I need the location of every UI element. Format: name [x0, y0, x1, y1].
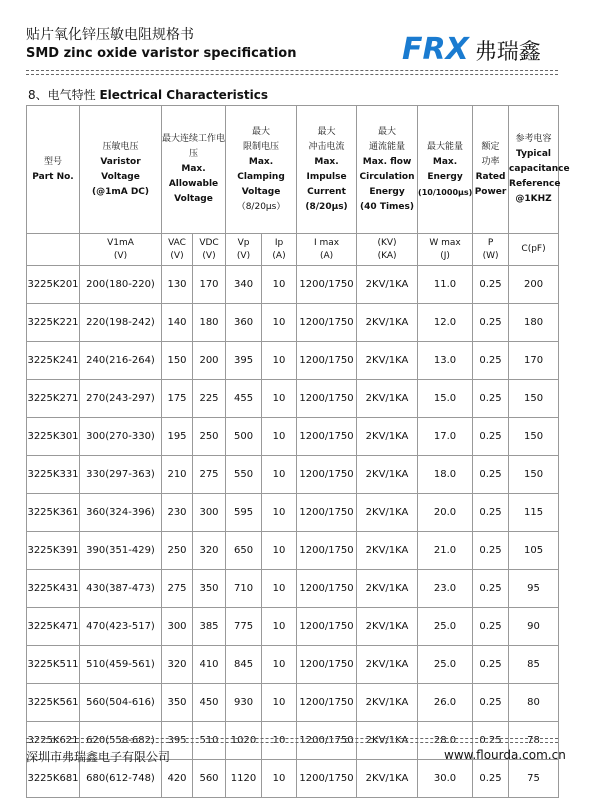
table-cell: 1200/1750 — [297, 418, 357, 456]
table-cell: 275 — [193, 456, 226, 494]
unit-text: I max — [313, 237, 340, 248]
table-cell: 3225K241 — [27, 342, 80, 380]
table-cell: 0.25 — [473, 418, 509, 456]
col-typical-capacitance — [509, 106, 570, 234]
table-cell: 390(351-429) — [80, 532, 162, 570]
table-cell: 560(504-616) — [80, 684, 162, 722]
table-cell: 350 — [193, 570, 226, 608]
unit-cell — [162, 234, 193, 266]
table-row — [27, 494, 559, 532]
table-cell: 2KV/1KA — [357, 304, 418, 342]
unit-text: (KV) — [377, 237, 397, 248]
table-cell: 450 — [193, 684, 226, 722]
table-cell: 1200/1750 — [297, 456, 357, 494]
hdr-text: Max. — [181, 164, 206, 174]
table-cell: 385 — [193, 608, 226, 646]
table-cell: 1200/1750 — [297, 380, 357, 418]
header-row — [27, 106, 559, 234]
section-heading — [28, 86, 268, 103]
table-body — [27, 266, 559, 798]
doc-title-cn: 贴片氧化锌压敏电阻规格书 — [26, 27, 194, 43]
table-row — [27, 570, 559, 608]
table-cell: 18.0 — [418, 456, 473, 494]
website: www.flourda.com.cn — [444, 748, 566, 762]
unit-text: (W) — [482, 250, 499, 261]
unit-text: W max — [429, 237, 461, 248]
table-cell: 340 — [226, 266, 262, 304]
table-row — [27, 380, 559, 418]
unit-row — [27, 234, 559, 266]
hdr-text: @1KHZ — [515, 194, 552, 204]
table-cell: 0.25 — [473, 532, 509, 570]
table-cell: 12.0 — [418, 304, 473, 342]
table-cell: 1200/1750 — [297, 532, 357, 570]
table-cell: 2KV/1KA — [357, 646, 418, 684]
hdr-text: (10/1000μs) — [418, 187, 473, 197]
table-cell: 10 — [262, 342, 297, 380]
footer-divider — [26, 738, 558, 743]
col-max-impulse-current — [297, 106, 357, 234]
table-cell: 350 — [162, 684, 193, 722]
table-cell: 180 — [509, 304, 559, 342]
hdr-text: 通流能量 — [369, 141, 406, 152]
table-cell: 175 — [162, 380, 193, 418]
col-max-clamping-voltage — [226, 106, 297, 234]
electrical-characteristics-table — [26, 105, 570, 798]
hdr-text: 型号 — [43, 156, 62, 167]
table-cell: 595 — [226, 494, 262, 532]
hdr-text: capacitance — [509, 164, 570, 174]
table-cell: 1200/1750 — [297, 266, 357, 304]
unit-text: VDC — [199, 237, 219, 248]
hdr-text: Part No. — [32, 171, 74, 182]
table-cell: 1200/1750 — [297, 608, 357, 646]
hdr-text: 最大 — [252, 126, 271, 137]
table-row — [27, 266, 559, 304]
table-cell: 0.25 — [473, 456, 509, 494]
hdr-text: Power — [474, 186, 507, 197]
table-row — [27, 304, 559, 342]
table-cell: 275 — [162, 570, 193, 608]
table-cell: 0.25 — [473, 608, 509, 646]
table-cell: 80 — [509, 684, 559, 722]
table-cell: 3225K621 — [27, 722, 80, 760]
hdr-text: Max. — [248, 156, 274, 167]
hdr-text: Voltage — [174, 194, 213, 204]
table-cell: 105 — [509, 532, 559, 570]
section-title: Electrical Characteristics — [99, 88, 269, 102]
unit-cell — [297, 234, 357, 266]
table-cell: 210 — [162, 456, 193, 494]
unit-cell — [262, 234, 297, 266]
table-cell: 3225K301 — [27, 418, 80, 456]
unit-text: C(pF) — [521, 244, 546, 254]
unit-text: (V) — [113, 250, 128, 261]
unit-cell — [357, 234, 418, 266]
table-cell: 11.0 — [418, 266, 473, 304]
table-cell: 10 — [262, 380, 297, 418]
hdr-text: Circulation — [359, 171, 415, 182]
hdr-text: Clamping — [237, 171, 285, 182]
table-cell: 320 — [193, 532, 226, 570]
table-cell: 23.0 — [418, 570, 473, 608]
unit-cell — [27, 234, 80, 266]
table-cell: 300(270-330) — [80, 418, 162, 456]
table-cell: 2KV/1KA — [357, 456, 418, 494]
table-cell: 395 — [226, 342, 262, 380]
hdr-text: Energy — [369, 186, 405, 197]
doc-title-en: SMD zinc oxide varistor specification — [26, 46, 297, 61]
hdr-text: 参考电容 — [515, 134, 552, 144]
col-part — [27, 106, 80, 234]
col-max-flow-energy — [357, 106, 418, 234]
table-row — [27, 532, 559, 570]
table-cell: 360 — [226, 304, 262, 342]
unit-text: (V) — [170, 250, 184, 261]
table-cell: 3225K361 — [27, 494, 80, 532]
table-cell: 200(180-220) — [80, 266, 162, 304]
hdr-text: (8/20μs) — [305, 201, 348, 212]
table-cell: 170 — [193, 266, 226, 304]
table-cell: 510 — [193, 722, 226, 760]
table-cell: 10 — [262, 456, 297, 494]
table-cell: 220(198-242) — [80, 304, 162, 342]
table-cell: 25.0 — [418, 646, 473, 684]
table-cell: 85 — [509, 646, 559, 684]
table-cell: 78 — [509, 722, 559, 760]
table-cell: 0.25 — [473, 380, 509, 418]
table-cell: 10 — [262, 608, 297, 646]
table-cell: 3225K331 — [27, 456, 80, 494]
table-cell: 20.0 — [418, 494, 473, 532]
unit-cell — [80, 234, 162, 266]
table-cell: 3225K511 — [27, 646, 80, 684]
table-cell: 300 — [193, 494, 226, 532]
table-cell: 395 — [162, 722, 193, 760]
table-cell: 845 — [226, 646, 262, 684]
hdr-text: 冲击电流 — [308, 141, 345, 152]
unit-cell — [226, 234, 262, 266]
table-cell: 10 — [262, 532, 297, 570]
table-cell: 1200/1750 — [297, 570, 357, 608]
unit-text: (A) — [272, 250, 286, 261]
hdr-text: Energy — [427, 171, 463, 182]
col-max-energy — [418, 106, 473, 234]
table-cell: 10 — [262, 494, 297, 532]
table-cell: 560 — [193, 760, 226, 798]
hdr-text: Reference — [509, 179, 561, 189]
table-cell: 10 — [262, 304, 297, 342]
table-cell: 320 — [162, 646, 193, 684]
hdr-text: 最大能量 — [427, 141, 464, 152]
table-cell: 28.0 — [418, 722, 473, 760]
table-cell: 1200/1750 — [297, 304, 357, 342]
table-cell: 470(423-517) — [80, 608, 162, 646]
table-cell: 0.25 — [473, 646, 509, 684]
table-cell: 3225K391 — [27, 532, 80, 570]
table-cell: 1200/1750 — [297, 722, 357, 760]
table-cell: 2KV/1KA — [357, 684, 418, 722]
unit-text: (V) — [236, 250, 251, 261]
table-cell: 0.25 — [473, 304, 509, 342]
hdr-text: Typical — [516, 149, 552, 159]
table-row — [27, 646, 559, 684]
table-cell: 1200/1750 — [297, 684, 357, 722]
table-cell: 0.25 — [473, 760, 509, 798]
col-rated-power — [473, 106, 509, 234]
unit-cell — [473, 234, 509, 266]
table-cell: 0.25 — [473, 494, 509, 532]
header-divider — [26, 70, 558, 75]
hdr-text: 功率 — [481, 156, 500, 167]
table-cell: 230 — [162, 494, 193, 532]
table-cell: 10 — [262, 570, 297, 608]
company-name: 深圳市弗瑞鑫电子有限公司 — [26, 750, 171, 764]
hdr-text: Max. — [314, 156, 339, 167]
brand-name-cn: 弗瑞鑫 — [474, 39, 541, 65]
table-cell: 2KV/1KA — [357, 608, 418, 646]
table-cell: 150 — [162, 342, 193, 380]
table-cell: 550 — [226, 456, 262, 494]
unit-text: Vp — [237, 237, 250, 248]
table-cell: 17.0 — [418, 418, 473, 456]
table-cell: 620(558-682) — [80, 722, 162, 760]
table-cell: 140 — [162, 304, 193, 342]
hdr-text: Current — [307, 186, 346, 197]
table-cell: 510(459-561) — [80, 646, 162, 684]
table-cell: 15.0 — [418, 380, 473, 418]
table-cell: 200 — [509, 266, 559, 304]
hdr-text: Max. — [432, 156, 458, 167]
table-cell: 775 — [226, 608, 262, 646]
table-cell: 10 — [262, 646, 297, 684]
section-number: 8、电气特性 — [28, 88, 96, 102]
table-cell: 2KV/1KA — [357, 418, 418, 456]
table-cell: 130 — [162, 266, 193, 304]
table-cell: 21.0 — [418, 532, 473, 570]
table-cell: 115 — [509, 494, 559, 532]
table-cell: 2KV/1KA — [357, 532, 418, 570]
table-row — [27, 418, 559, 456]
table-cell: 0.25 — [473, 570, 509, 608]
table-cell: 1200/1750 — [297, 646, 357, 684]
hdr-text: (40 Times) — [360, 201, 414, 212]
table-cell: 75 — [509, 760, 559, 798]
table-cell: 195 — [162, 418, 193, 456]
table-cell: 1200/1750 — [297, 342, 357, 380]
table-cell: 410 — [193, 646, 226, 684]
table-cell: 180 — [193, 304, 226, 342]
table-cell: 1200/1750 — [297, 760, 357, 798]
table-cell: 2KV/1KA — [357, 722, 418, 760]
hdr-text: Allowable — [168, 179, 219, 189]
table-cell: 200 — [193, 342, 226, 380]
table-cell: 150 — [509, 380, 559, 418]
unit-text: V1mA — [107, 237, 134, 248]
table-cell: 3225K471 — [27, 608, 80, 646]
table-cell: 3225K221 — [27, 304, 80, 342]
table-cell: 250 — [162, 532, 193, 570]
unit-text: (A) — [319, 250, 334, 261]
table-cell: 930 — [226, 684, 262, 722]
table-cell: 1200/1750 — [297, 494, 357, 532]
table-cell: 30.0 — [418, 760, 473, 798]
unit-text: (J) — [440, 250, 450, 261]
table-cell: 0.25 — [473, 684, 509, 722]
unit-cell — [418, 234, 473, 266]
table-cell: 300 — [162, 608, 193, 646]
hdr-text: (@1mA DC) — [91, 186, 150, 197]
table-cell: 10 — [262, 760, 297, 798]
table-cell: 25.0 — [418, 608, 473, 646]
hdr-text: 最大 — [378, 126, 397, 137]
table-cell: 150 — [509, 418, 559, 456]
table-cell: 0.25 — [473, 266, 509, 304]
unit-text: Ip — [274, 237, 284, 248]
table-cell: 0.25 — [473, 342, 509, 380]
table-cell: 3225K431 — [27, 570, 80, 608]
table-cell: 2KV/1KA — [357, 342, 418, 380]
table-cell: 455 — [226, 380, 262, 418]
hdr-text: Rated — [475, 171, 506, 182]
table-cell: 150 — [509, 456, 559, 494]
table-cell: 680(612-748) — [80, 760, 162, 798]
table-cell: 500 — [226, 418, 262, 456]
hdr-text: 限制电压 — [243, 141, 280, 152]
table-cell: 10 — [262, 266, 297, 304]
logo-mark: FRX — [402, 32, 469, 67]
table-cell: 3225K271 — [27, 380, 80, 418]
table-cell: 420 — [162, 760, 193, 798]
table-cell: 2KV/1KA — [357, 494, 418, 532]
table-cell: 650 — [226, 532, 262, 570]
hdr-text: （8/20μs） — [236, 201, 286, 212]
table-row — [27, 608, 559, 646]
brand-logo — [402, 34, 541, 66]
table-cell: 2KV/1KA — [357, 380, 418, 418]
table-cell: 90 — [509, 608, 559, 646]
unit-text: (V) — [202, 250, 216, 261]
table-cell: 330(297-363) — [80, 456, 162, 494]
hdr-text: 最大连续工作电压 — [162, 134, 226, 159]
unit-cell — [193, 234, 226, 266]
hdr-text: Varistor — [100, 156, 141, 167]
table-cell: 360(324-396) — [80, 494, 162, 532]
table-cell: 3225K561 — [27, 684, 80, 722]
table-cell: 270(243-297) — [80, 380, 162, 418]
table-cell: 430(387-473) — [80, 570, 162, 608]
table-cell: 10 — [262, 722, 297, 760]
hdr-text: Voltage — [241, 186, 281, 197]
unit-text: (KA) — [377, 250, 397, 261]
table-row — [27, 684, 559, 722]
table-cell: 1120 — [226, 760, 262, 798]
col-varistor-voltage — [80, 106, 162, 234]
table-cell: 3225K681 — [27, 760, 80, 798]
table-cell: 1020 — [226, 722, 262, 760]
table-cell: 10 — [262, 418, 297, 456]
table-cell: 3225K201 — [27, 266, 80, 304]
col-max-allowable-voltage — [162, 106, 226, 234]
hdr-text: 压敏电压 — [102, 141, 139, 152]
table-row — [27, 456, 559, 494]
table-cell: 250 — [193, 418, 226, 456]
table-cell: 2KV/1KA — [357, 266, 418, 304]
table-cell: 26.0 — [418, 684, 473, 722]
table-cell: 2KV/1KA — [357, 570, 418, 608]
table-cell: 95 — [509, 570, 559, 608]
hdr-text: Impulse — [306, 171, 347, 182]
table-row — [27, 760, 559, 798]
table-cell: 225 — [193, 380, 226, 418]
unit-text: P — [487, 237, 494, 248]
hdr-text: Max. flow — [362, 156, 412, 167]
table-cell: 13.0 — [418, 342, 473, 380]
hdr-text: Voltage — [101, 171, 140, 182]
hdr-text: 最大 — [317, 126, 336, 137]
table-cell: 0.25 — [473, 722, 509, 760]
table-cell: 710 — [226, 570, 262, 608]
unit-text: VAC — [168, 237, 186, 248]
hdr-text: 额定 — [481, 141, 500, 152]
table-cell: 2KV/1KA — [357, 760, 418, 798]
table-cell: 170 — [509, 342, 559, 380]
table-cell: 10 — [262, 684, 297, 722]
table-row — [27, 342, 559, 380]
unit-cell — [509, 234, 559, 266]
table-cell: 240(216-264) — [80, 342, 162, 380]
